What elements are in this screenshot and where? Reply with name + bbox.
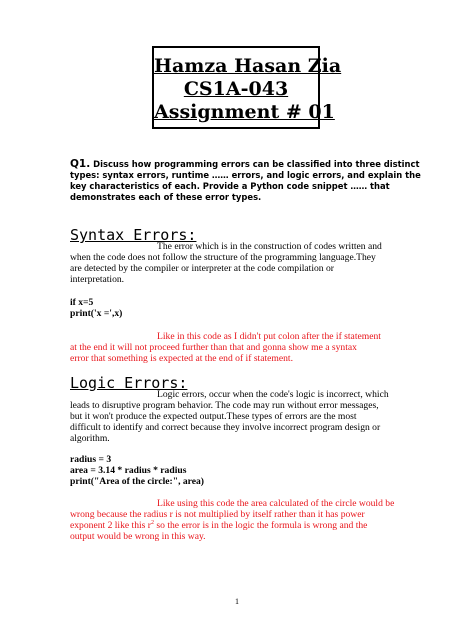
syntax-description [70,241,410,285]
text-line: The error which is in the construction of codes written and [157,241,382,252]
logic-code-snippet [70,454,204,487]
logic-errors-heading: Logic Errors: [70,374,188,392]
code-line: print("Area of the circle:", area) [70,476,204,487]
question-line: types: syntax errors, runtime …… errors, and logic errors, and explain the [70,170,421,180]
note-line: output would be wrong in this way. [70,531,206,542]
roll-number: CS1A-043 [183,78,289,100]
logic-description [70,389,410,444]
syntax-explanation-note [70,331,410,364]
code-line: if x=5 [70,297,94,308]
text-line: interpretation. [70,274,125,285]
question-line: Q1. Discuss how programming errors can be classified into three distinct [70,158,420,170]
note-line: at the end it will not proceed further than that and gonna show me a syntax [70,342,357,353]
text-line: but it won't produce the expected output.These types of errors are the most [70,411,357,422]
note-line: Like in this code as I didn't put colon after the if statement [157,331,381,342]
syntax-errors-heading: Syntax Errors: [70,226,197,244]
page-number: 1 [235,597,239,606]
text-line: Logic errors, occur when the code's logic is incorrect, which [157,389,389,400]
code-line: print('x =',x) [70,308,123,319]
text-line: are detected by the compiler or interpreter at the code compilation or [70,263,334,274]
question-line: demonstrates each of these error types. [70,192,262,202]
code-line: radius = 3 [70,454,112,465]
code-line: area = 3.14 * radius * radius [70,465,187,476]
assignment-title: Assignment # 01 [154,101,335,123]
text-line: algorithm. [70,433,110,444]
text-line: leads to disruptive program behavior. The code may run without error messages, [70,400,379,411]
note-line: exponent 2 like this $r^2$ so the error is in the logic the formula is wrong and the [70,519,368,531]
note-line: Like using this code the area calculated of the circle would be [157,498,395,509]
title-box [152,46,342,129]
question-label: Q1. [70,158,91,170]
syntax-code-snippet [70,297,122,319]
text-line: difficult to identify and correct because they involve incorrect program design or [70,422,381,433]
logic-explanation-note [70,498,410,542]
student-name: Hamza Hasan Zia [154,55,342,77]
text-line: when the code does not follow the structure of the programming language.They [70,252,376,263]
note-line: wrong because the radius r is not multiplied by itself rather than it has power [70,509,365,520]
question-line: key characteristics of each. Provide a Python code snippet …… that [70,181,390,191]
note-line: error that something is expected at the end of if statement. [70,353,293,364]
question-block [70,158,421,203]
